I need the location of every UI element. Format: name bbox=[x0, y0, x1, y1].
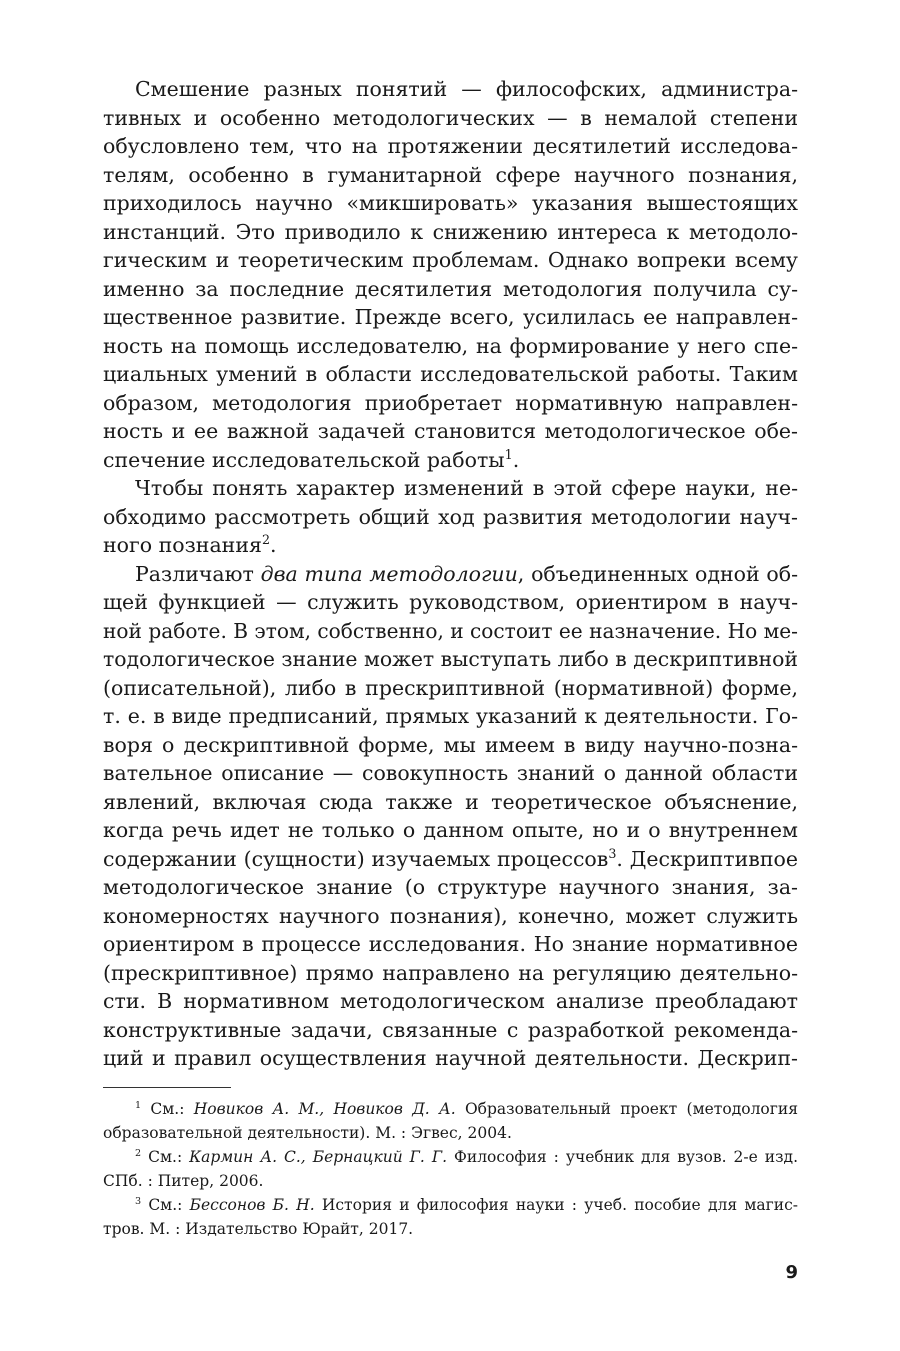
text-run: вательное описание — совокупность знаний о данной области bbox=[103, 761, 798, 785]
text-line bbox=[103, 303, 798, 332]
text-line bbox=[103, 873, 798, 902]
text-line bbox=[103, 132, 798, 161]
text-run: спечение исследовательской работы bbox=[103, 447, 505, 472]
text-run: конструктивные задачи, связанные с разработкой рекоменда- bbox=[103, 1017, 798, 1042]
text-run: (описательной), либо в прескриптивной (нормативной) форме, bbox=[103, 675, 798, 700]
text-line bbox=[103, 474, 798, 503]
text-line bbox=[103, 1044, 798, 1073]
text-run: инстанций. Это приводило к снижению интереса к методоло- bbox=[103, 219, 798, 244]
footnote-ref: 3 bbox=[135, 1195, 142, 1207]
text-line bbox=[103, 446, 798, 475]
text-run: циальных умений в области исследовательской работы. Таким bbox=[103, 362, 798, 386]
text-line bbox=[103, 218, 798, 247]
text-run: ность и ее важной задачей становится методологическое обе- bbox=[103, 419, 798, 443]
text-run: обусловлено тем, что на протяжении десятилетий исследова- bbox=[103, 134, 798, 158]
italic-text: Бессонов Б. Н. bbox=[189, 1196, 315, 1214]
italic-text: Новиков А. М., Новиков Д. А. bbox=[193, 1100, 456, 1118]
text-run: приходилось научно «микшировать» указания вышестоящих bbox=[103, 191, 798, 215]
text-line bbox=[103, 731, 798, 760]
text-run: кономерностях научного познания), конечно, может служить bbox=[103, 903, 798, 928]
text-line bbox=[103, 104, 798, 133]
footnote-ref: 3 bbox=[608, 845, 617, 861]
italic-text: два типа методологии bbox=[260, 561, 518, 586]
text-line bbox=[103, 360, 798, 389]
text-run: тров. М. : Издательство Юрайт, 2017. bbox=[103, 1220, 414, 1238]
text-run: Философия : учебник для вузов. 2-е изд. bbox=[447, 1148, 798, 1166]
text-run: . bbox=[270, 533, 277, 557]
text-line bbox=[103, 332, 798, 361]
footnote-separator bbox=[103, 1087, 231, 1088]
italic-text: Кармин А. С., Бернацкий Г. Г. bbox=[189, 1148, 448, 1166]
text-line bbox=[103, 930, 798, 959]
text-run: именно за последние десятилетия методология получила су- bbox=[103, 276, 798, 301]
text-run: образовательной деятельности). М. : Эгвес, 2004. bbox=[103, 1124, 512, 1142]
text-line bbox=[103, 275, 798, 304]
text-line bbox=[103, 503, 798, 532]
text-line bbox=[103, 702, 798, 731]
text-run: явлений, включая сюда также и теоретическое объяснение, bbox=[103, 789, 798, 814]
text-run: тивных и особенно методологических — в немалой степени bbox=[103, 105, 798, 130]
text-run: щей функцией — служить руководством, ориентиром в науч- bbox=[103, 590, 798, 614]
footnote-ref: 2 bbox=[135, 1147, 142, 1159]
text-run: ций и правил осуществления научной деятельности. Дескрип- bbox=[103, 1046, 798, 1070]
footnote-ref: 1 bbox=[135, 1099, 142, 1111]
text-run: См.: bbox=[141, 1100, 194, 1118]
text-line bbox=[103, 674, 798, 703]
text-line bbox=[103, 845, 798, 874]
text-line bbox=[103, 161, 798, 190]
text-line bbox=[103, 417, 798, 446]
text-run: СПб. : Питер, 2006. bbox=[103, 1172, 264, 1190]
text-run: когда речь идет не только о данном опыте, но и о внутреннем bbox=[103, 818, 798, 842]
text-run: Чтобы понять характер изменений в этой сфере науки, не- bbox=[135, 476, 798, 500]
text-line bbox=[103, 902, 798, 931]
text-run: телям, особенно в гуманитарной сфере научного познания, bbox=[103, 162, 798, 187]
text-line bbox=[103, 560, 798, 589]
text-line bbox=[103, 1016, 798, 1045]
text-line bbox=[103, 617, 798, 646]
text-run: обходимо рассмотреть общий ход развития методологии науч- bbox=[103, 504, 798, 529]
text-run: щественное развитие. Прежде всего, усилилась ее направлен- bbox=[103, 305, 798, 329]
text-run: содержании (сущности) изучаемых процессов bbox=[103, 846, 609, 871]
text-run: . Дескриптивпое bbox=[616, 846, 798, 871]
text-run: т. е. в виде предписаний, прямых указаний к деятельности. Го- bbox=[103, 704, 798, 728]
text-run: (прескриптивное) прямо направлено на регуляцию деятельно- bbox=[103, 960, 798, 985]
text-run: Различают bbox=[135, 561, 261, 586]
text-run: См.: bbox=[141, 1148, 190, 1166]
text-line bbox=[103, 389, 798, 418]
footnote-line bbox=[103, 1121, 798, 1145]
text-run: образом, методология приобретает нормативную направлен- bbox=[103, 390, 798, 415]
text-run: тодологическое знание может выступать либо в дескриптивной bbox=[103, 647, 798, 671]
footnote-ref: 2 bbox=[261, 532, 271, 548]
text-line bbox=[103, 645, 798, 674]
text-run: гическим и теоретическим проблемам. Однако вопреки всему bbox=[103, 248, 798, 272]
text-run: воря о дескриптивной форме, мы имеем в виду научно-позна- bbox=[103, 732, 798, 757]
text-line bbox=[103, 588, 798, 617]
text-run: методологическое знание (о структуре научного знания, за- bbox=[103, 875, 798, 899]
text-run: Смешение разных понятий — философских, администра- bbox=[135, 77, 798, 101]
text-run: Образовательный проект (методология bbox=[455, 1100, 798, 1118]
text-run: ного познания bbox=[103, 533, 262, 557]
text-run: сти. В нормативном методологическом анализе преобладают bbox=[103, 989, 798, 1013]
text-line bbox=[103, 246, 798, 275]
text-line bbox=[103, 189, 798, 218]
text-run: , объединенных одной об- bbox=[517, 561, 798, 586]
text-line bbox=[103, 959, 798, 988]
text-run: См.: bbox=[141, 1196, 190, 1214]
page-number: 9 bbox=[785, 1262, 798, 1283]
text-line bbox=[103, 75, 798, 104]
text-line bbox=[103, 759, 798, 788]
text-run: ной работе. В этом, собственно, и состоит ее назначение. Но ме- bbox=[103, 618, 798, 643]
text-line bbox=[103, 788, 798, 817]
footnote-line bbox=[103, 1097, 798, 1121]
text-run: . bbox=[512, 447, 520, 472]
text-run: ность на помощь исследователю, на формирование у него спе- bbox=[103, 333, 798, 358]
text-run: ориентиром в процессе исследования. Но знание нормативное bbox=[103, 932, 798, 956]
footnote-line bbox=[103, 1193, 798, 1217]
footnote-line bbox=[103, 1169, 798, 1193]
footnote-line bbox=[103, 1145, 798, 1169]
text-run: История и философия науки : учеб. пособие для магис- bbox=[314, 1196, 798, 1214]
text-line bbox=[103, 531, 798, 560]
footnote-ref: 1 bbox=[504, 446, 513, 462]
text-line bbox=[103, 816, 798, 845]
footnote-line bbox=[103, 1217, 798, 1241]
text-line bbox=[103, 987, 798, 1016]
